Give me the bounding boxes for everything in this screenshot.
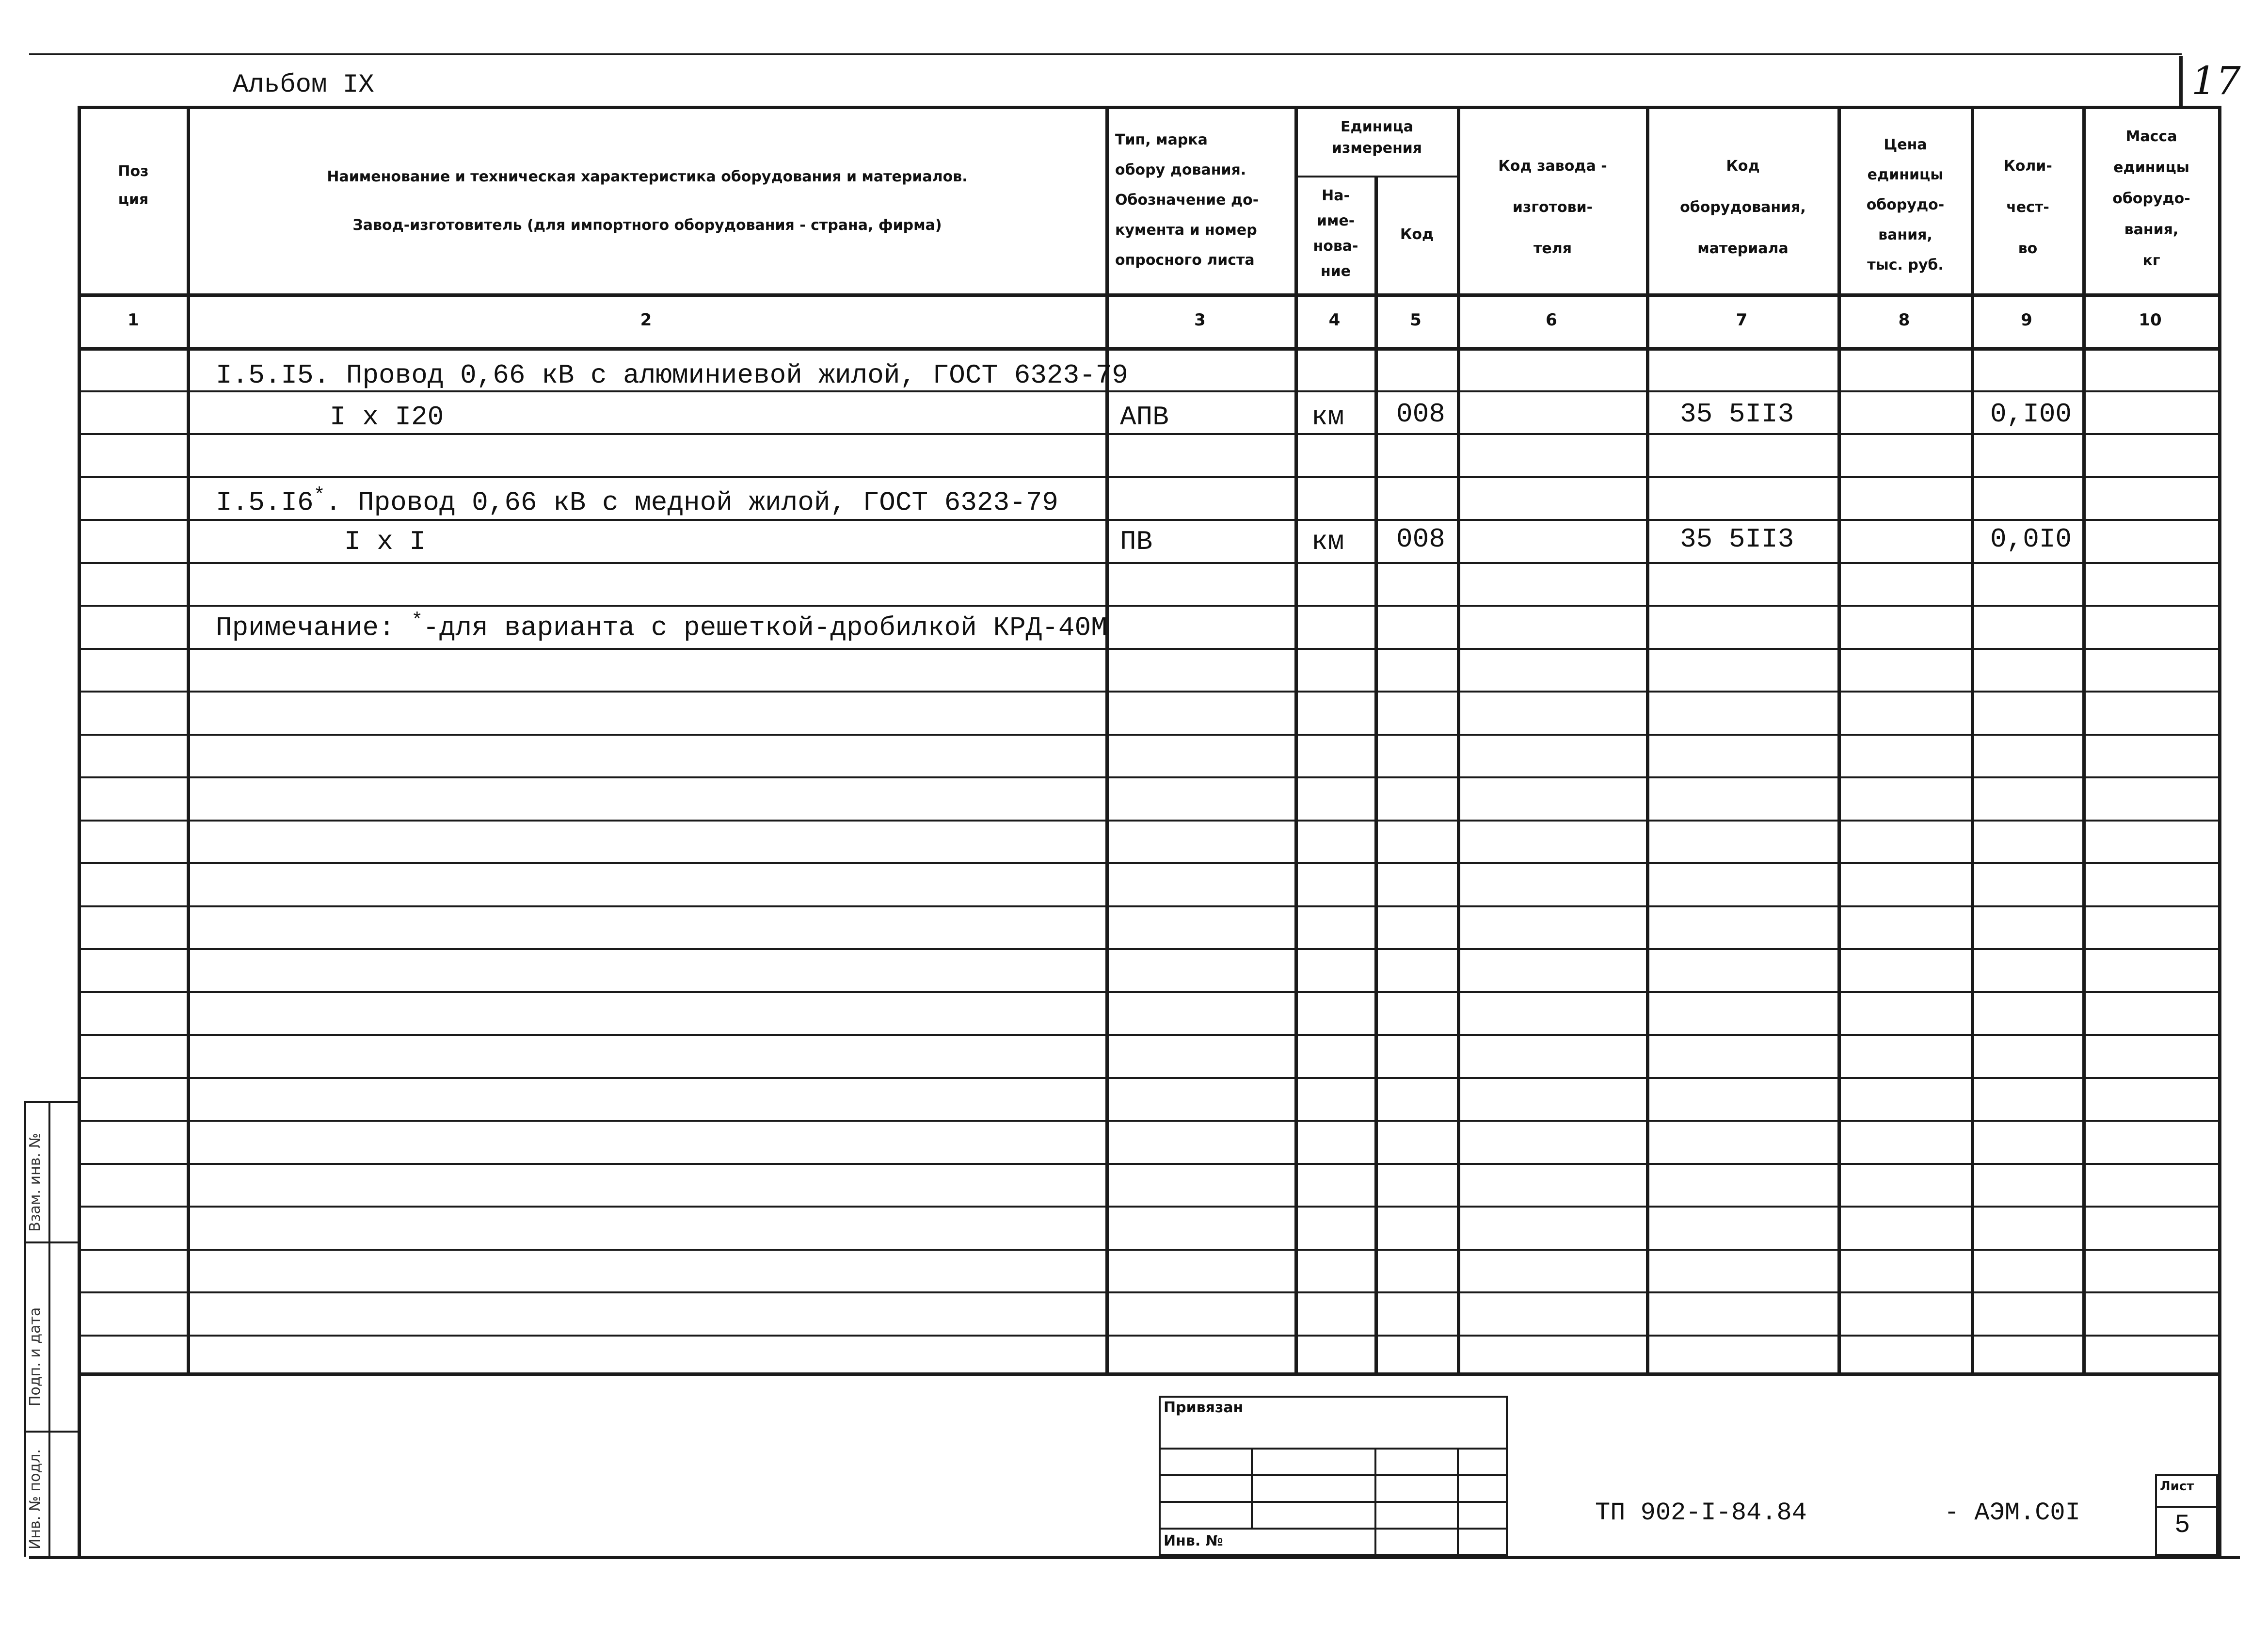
header-plant-line2: изготови-	[1512, 199, 1593, 216]
header-plant-line1: Код завода -	[1498, 158, 1607, 175]
sheet-label: Лист	[2160, 1479, 2194, 1494]
stamp-linked-label: Привязан	[1164, 1399, 1244, 1416]
row-rule	[78, 948, 2220, 950]
row2-qty: 0,I00	[1990, 399, 2072, 430]
row-rule	[78, 562, 2220, 564]
header-unit-name-line4: ние	[1320, 263, 1351, 280]
side-stamp-text-1: Взам. инв. №	[27, 1133, 44, 1232]
row-rule	[78, 433, 2220, 435]
page-bottom-line	[29, 1556, 2240, 1559]
row-rule	[78, 519, 2220, 521]
doc-code: ТП 902-I-84.84	[1595, 1499, 1807, 1527]
colnum-4: 4	[1328, 310, 1341, 330]
header-pos-line2: ция	[118, 191, 149, 208]
album-label: Альбом IX	[233, 70, 374, 100]
row-rule	[78, 1077, 2220, 1079]
row-rule	[78, 648, 2220, 650]
header-mass	[2085, 121, 2218, 276]
handwritten-page-number: 17	[2191, 58, 2241, 103]
note-text: -для варианта с решеткой-дробилкой КРД-40М	[423, 612, 1107, 644]
sheet-box-divider	[2155, 1506, 2218, 1508]
row-rule	[78, 1249, 2220, 1251]
row-rule	[78, 691, 2220, 693]
row-rule	[78, 1291, 2220, 1293]
header-plant-code	[1459, 145, 1646, 269]
note-label: Примечание:	[216, 612, 412, 644]
stamp-h3	[1159, 1501, 1508, 1503]
col-line-8	[1971, 106, 1974, 1372]
col-line-9	[2082, 106, 2086, 1372]
side-stamp-outer	[24, 1101, 26, 1557]
row3-pos: I.5.I6	[216, 487, 314, 518]
col-line-5	[1457, 106, 1460, 1372]
header-material-line1: Код	[1726, 158, 1760, 175]
header-bottom	[78, 293, 2220, 297]
stamp-v3	[1457, 1448, 1459, 1556]
header-type-line1: Тип, марка	[1115, 131, 1208, 148]
header-name	[194, 153, 1101, 250]
top-border-line	[29, 53, 2182, 55]
header-unit-code: Код	[1400, 226, 1434, 243]
row3-title	[216, 485, 1058, 518]
header-material-code	[1648, 145, 1837, 269]
row4-name: I x I	[344, 526, 426, 557]
row-rule	[78, 905, 2220, 907]
side-stamp-h2	[24, 1241, 78, 1243]
row2-unit-code: 008	[1396, 399, 1445, 430]
row2-type: АПВ	[1120, 402, 1169, 433]
header-mass-line5: кг	[2142, 252, 2160, 269]
row-rule	[78, 1163, 2220, 1165]
row4-unit-code: 008	[1396, 524, 1445, 555]
corner-mark	[2179, 56, 2183, 107]
row-rule	[78, 605, 2220, 607]
colnum-6: 6	[1546, 310, 1557, 330]
header-price-line2: единицы	[1867, 166, 1944, 183]
stamp-v2	[1374, 1448, 1376, 1556]
row-rule	[78, 820, 2220, 822]
header-mass-line2: единицы	[2113, 159, 2189, 176]
header-unit-group	[1297, 116, 1457, 159]
header-unit-name	[1297, 183, 1374, 284]
row1-title: I.5.I5. Провод 0,66 кВ с алюминиевой жилой, ГОСТ 6323-79	[216, 360, 1128, 391]
side-stamp-h1	[24, 1101, 78, 1103]
row-rule	[78, 1335, 2220, 1337]
note-mark: *	[411, 610, 423, 632]
row4-unit-name: км	[1311, 526, 1344, 557]
col-line-4	[1374, 176, 1378, 1372]
row4-type: ПВ	[1120, 526, 1153, 557]
header-material-line2: оборудования,	[1680, 199, 1806, 216]
numbers-bottom	[78, 347, 2220, 351]
colnum-7: 7	[1736, 310, 1748, 330]
stamp-h4	[1159, 1528, 1508, 1530]
header-name-line2: Завод-изготовитель (для импортного оборудования - страна, фирма)	[352, 217, 942, 234]
header-price-line1: Цена	[1884, 136, 1927, 153]
row-rule	[78, 1034, 2220, 1036]
row-rule	[78, 1120, 2220, 1122]
row3-mark: *	[313, 485, 325, 507]
header-pos	[80, 158, 187, 214]
row-rule	[78, 862, 2220, 864]
header-unit-line1: Единица	[1341, 118, 1413, 135]
stamp-inv-label: Инв. №	[1164, 1532, 1223, 1549]
header-qty-line2: чест-	[2006, 199, 2049, 216]
row2-unit-name: км	[1311, 402, 1344, 433]
header-unit-name-line2: име-	[1316, 212, 1355, 229]
row4-qty: 0,0I0	[1990, 524, 2072, 555]
row-rule	[78, 734, 2220, 736]
header-price-line4: вания,	[1878, 226, 1933, 243]
header-mass-line3: оборудо-	[2112, 190, 2190, 207]
header-type-line5: опросного листа	[1115, 252, 1255, 269]
header-type-line2: обору дования.	[1115, 161, 1246, 178]
stamp-h1	[1159, 1448, 1508, 1450]
table-bottom	[78, 1372, 2220, 1376]
sheet-number: 5	[2174, 1511, 2190, 1540]
colnum-8: 8	[1898, 310, 1910, 330]
colnum-1: 1	[128, 310, 139, 330]
header-price-line3: оборудо-	[1866, 196, 1945, 213]
header-mass-line4: вания,	[2124, 221, 2179, 238]
header-unit-line2: измерения	[1331, 140, 1422, 157]
header-price-line5: тыс. руб.	[1867, 257, 1944, 274]
col-line-2	[1105, 106, 1109, 1372]
row-rule	[78, 991, 2220, 993]
side-stamp-text-3: Инв. № подл.	[27, 1449, 44, 1549]
doc-suffix: - АЭМ.С0I	[1944, 1499, 2080, 1527]
header-unit-name-line3: нова-	[1313, 238, 1358, 255]
header-plant-line3: теля	[1533, 240, 1572, 257]
col-line-1	[187, 106, 190, 1372]
unit-group-divider	[1294, 176, 1457, 177]
colnum-9: 9	[2021, 310, 2032, 330]
side-stamp-text-2: Подп. и дата	[27, 1307, 44, 1406]
row2-name: I x I20	[330, 402, 444, 433]
header-qty	[1973, 145, 2082, 269]
header-name-line1: Наименование и техническая характеристика оборудования и материалов.	[327, 168, 968, 185]
header-type-line3: Обозначение до-	[1115, 192, 1259, 209]
header-type-line4: кумента и номер	[1115, 222, 1257, 239]
row3-rest: . Провод 0,66 кВ с медной жилой, ГОСТ 6323-79	[325, 487, 1058, 518]
row4-material-code: 35 5II3	[1680, 524, 1794, 555]
colnum-3: 3	[1194, 310, 1206, 330]
note	[216, 610, 1107, 644]
header-type	[1115, 125, 1294, 275]
colnum-2: 2	[640, 310, 652, 330]
colnum-10: 10	[2139, 310, 2162, 330]
stamp-h2	[1159, 1474, 1508, 1476]
header-price	[1840, 130, 1971, 280]
header-pos-line1: Поз	[118, 163, 149, 180]
col-line-right	[2218, 106, 2221, 1556]
col-line-7	[1837, 106, 1841, 1372]
col-line-3	[1294, 106, 1298, 1372]
stamp-v1	[1251, 1448, 1253, 1528]
header-mass-line1: Масса	[2125, 128, 2177, 145]
row-rule	[78, 1206, 2220, 1208]
side-stamp-inner	[48, 1101, 50, 1557]
header-qty-line1: Коли-	[2003, 158, 2052, 175]
row-rule	[78, 476, 2220, 478]
header-qty-line3: во	[2018, 240, 2038, 257]
header-material-line3: материала	[1697, 240, 1789, 257]
colnum-5: 5	[1410, 310, 1421, 330]
table-top	[78, 106, 2220, 109]
header-unit-name-line1: На-	[1322, 187, 1350, 204]
col-line-6	[1646, 106, 1649, 1372]
side-stamp-h3	[24, 1431, 78, 1433]
row2-material-code: 35 5II3	[1680, 399, 1794, 430]
row-rule	[78, 776, 2220, 778]
